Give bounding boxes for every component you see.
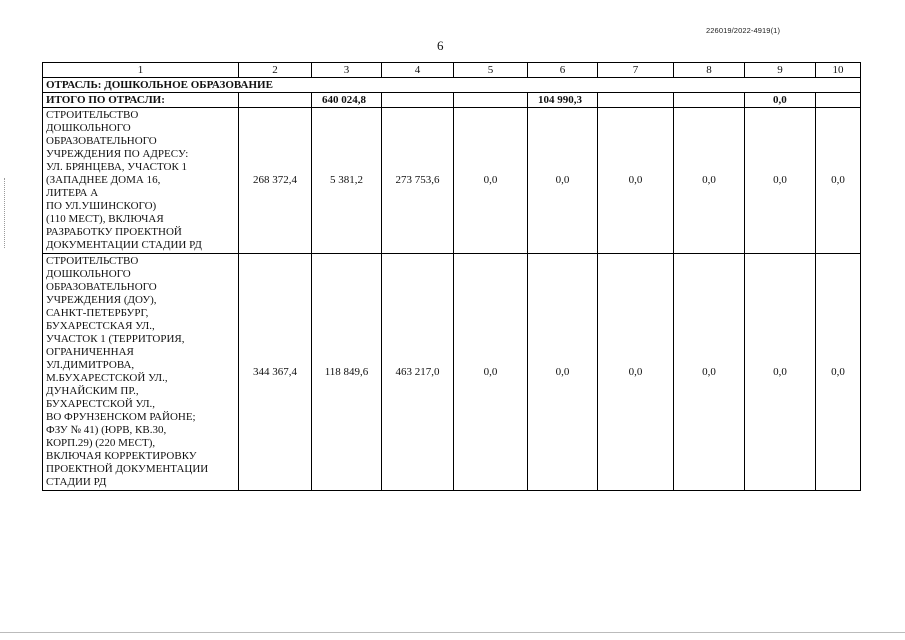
budget-table — [42, 62, 861, 491]
table-cell: 273 753,6 — [382, 108, 454, 254]
total-cell — [454, 93, 528, 108]
table-cell: 0,0 — [598, 108, 674, 254]
column-number-row — [43, 63, 861, 78]
table-cell: 344 367,4 — [239, 254, 312, 491]
column-header: 10 — [816, 63, 861, 78]
column-header: 2 — [239, 63, 312, 78]
table-cell: 0,0 — [816, 108, 861, 254]
column-header: 3 — [312, 63, 382, 78]
table-cell: 0,0 — [674, 254, 745, 491]
column-header: 7 — [598, 63, 674, 78]
table-cell: 0,0 — [745, 108, 816, 254]
document-id: 226019/2022-4919(1) — [706, 26, 781, 35]
column-header: 6 — [528, 63, 598, 78]
column-header: 5 — [454, 63, 528, 78]
column-header: 1 — [43, 63, 239, 78]
total-cell: 640 024,8 — [312, 93, 382, 108]
table-cell: 0,0 — [528, 254, 598, 491]
total-cell: 0,0 — [745, 93, 816, 108]
column-header: 9 — [745, 63, 816, 78]
total-row — [43, 93, 861, 108]
total-cell — [382, 93, 454, 108]
table-cell: 268 372,4 — [239, 108, 312, 254]
table-cell: 0,0 — [816, 254, 861, 491]
total-cell: 104 990,3 — [528, 93, 598, 108]
total-cell — [674, 93, 745, 108]
page-number: 6 — [437, 38, 444, 53]
table-cell: 0,0 — [598, 254, 674, 491]
table-cell: 0,0 — [528, 108, 598, 254]
table-cell: 0,0 — [454, 254, 528, 491]
page-bottom-edge — [0, 632, 905, 633]
table-row — [43, 108, 861, 254]
table-row — [43, 254, 861, 491]
column-header: 4 — [382, 63, 454, 78]
scan-edge-marks — [4, 178, 7, 248]
table-cell: 0,0 — [674, 108, 745, 254]
column-header: 8 — [674, 63, 745, 78]
table-cell: 463 217,0 — [382, 254, 454, 491]
table-cell: 118 849,6 — [312, 254, 382, 491]
project-description: СТРОИТЕЛЬСТВО ДОШКОЛЬНОГО ОБРАЗОВАТЕЛЬНОГО УЧРЕЖДЕНИЯ ПО АДРЕСУ: УЛ. БРЯНЦЕВА, УЧАСТОК 1 (ЗАПАДНЕЕ ДОМА 16, ЛИТЕРА А ПО УЛ.УШИНСКОГО) (110 МЕСТ), ВКЛЮЧАЯ РАЗРАБОТКУ ПРОЕКТНОЙ ДОКУМЕНТАЦИИ СТАДИИ РД — [43, 108, 239, 254]
sector-label: ОТРАСЛЬ: ДОШКОЛЬНОЕ ОБРАЗОВАНИЕ — [43, 78, 861, 93]
total-label: ИТОГО ПО ОТРАСЛИ: — [43, 93, 239, 108]
total-cell — [816, 93, 861, 108]
table-cell: 0,0 — [745, 254, 816, 491]
project-description: СТРОИТЕЛЬСТВО ДОШКОЛЬНОГО ОБРАЗОВАТЕЛЬНОГО УЧРЕЖДЕНИЯ (ДОУ), САНКТ-ПЕТЕРБУРГ, БУХАРЕСТСКАЯ УЛ., УЧАСТОК 1 (ТЕРРИТОРИЯ, ОГРАНИЧЕННАЯ УЛ.ДИМИТРОВА, М.БУХАРЕСТСКОЙ УЛ., ДУНАЙСКИМ ПР., БУХАРЕСТСКОЙ УЛ., ВО ФРУНЗЕНСКОМ РАЙОНЕ; ФЗУ № 41) (ЮРВ, КВ.30, КОРП.29) (220 МЕСТ), ВКЛЮЧАЯ КОРРЕКТИРОВКУ ПРОЕКТНОЙ ДОКУМЕНТАЦИИ СТАДИИ РД — [43, 254, 239, 491]
total-cell — [239, 93, 312, 108]
table-cell: 5 381,2 — [312, 108, 382, 254]
table-cell: 0,0 — [454, 108, 528, 254]
total-cell — [598, 93, 674, 108]
sector-row — [43, 78, 861, 93]
